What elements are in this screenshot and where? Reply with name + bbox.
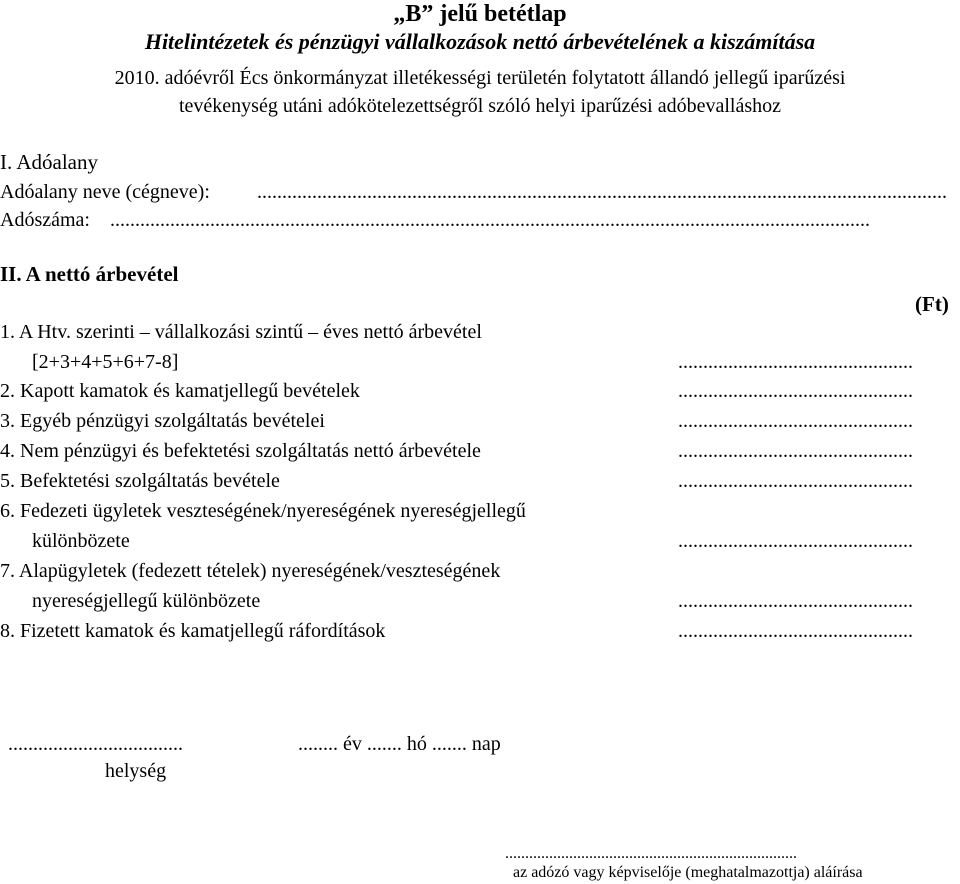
form-description-line1: 2010. adóévről Écs önkormányzat illetékességi területén folytatott állandó jellegű iparűzési — [114, 67, 846, 89]
form-title: „B” jelű betétlap — [393, 1, 567, 27]
row-7-value[interactable]: ............................................... — [678, 590, 913, 612]
row-7-label-cont: nyereségjellegű különbözete — [32, 590, 261, 612]
row-2-label: 2. Kapott kamatok és kamatjellegű bevételek — [0, 380, 360, 402]
row-3-value[interactable]: ............................................... — [678, 410, 913, 432]
section1-heading: I. Adóalany — [0, 150, 98, 174]
row-6-label-cont: különbözete — [32, 530, 130, 552]
row-8-label: 8. Fizetett kamatok és kamatjellegű ráfordítások — [0, 620, 386, 642]
row-7-label: 7. Alapügyletek (fedezett tételek) nyereségének/veszteségének — [0, 560, 501, 582]
row-1-value[interactable]: ............................................... — [678, 351, 913, 373]
row-5-label: 5. Befektetési szolgáltatás bevétele — [0, 470, 280, 492]
taxpayer-name-field[interactable]: .......................................................................................................................................... — [257, 181, 947, 203]
place-field[interactable]: ................................... — [8, 733, 183, 755]
form-subtitle: Hitelintézetek és pénzügyi vállalkozások nettó árbevételének a kiszámítása — [144, 29, 816, 54]
date-field[interactable]: ........ év ....... hó ....... nap — [298, 733, 501, 755]
row-4-value[interactable]: ............................................... — [678, 440, 913, 462]
row-4-label: 4. Nem pénzügyi és befektetési szolgáltatás nettó árbevétele — [0, 440, 481, 462]
row-6-value[interactable]: ............................................... — [678, 530, 913, 552]
tax-number-label: Adószáma: — [0, 209, 90, 231]
unit-label: (Ft) — [915, 292, 949, 316]
row-8-value[interactable]: ............................................... — [678, 620, 913, 642]
tax-number-field[interactable]: ........................................................................................................................................................ — [110, 209, 870, 231]
row-5-value[interactable]: ............................................... — [678, 470, 913, 492]
row-6-label: 6. Fedezeti ügyletek veszteségének/nyereségének nyereségjellegű — [0, 500, 526, 522]
signature-label: az adózó vagy képviselője (meghatalmazottja) aláírása — [513, 864, 863, 881]
signature-field[interactable]: ......................................................................... — [505, 845, 797, 862]
taxpayer-name-label: Adóalany neve (cégneve): — [0, 181, 210, 203]
row-1-formula: [2+3+4+5+6+7-8] — [32, 351, 179, 373]
section2-heading: II. A nettó árbevétel — [0, 262, 179, 286]
place-label: helység — [105, 760, 167, 782]
row-3-label: 3. Egyéb pénzügyi szolgáltatás bevételei — [0, 410, 325, 432]
form-description-line2: tevékenység utáni adókötelezettségről szóló helyi iparűzési adóbevalláshoz — [178, 95, 781, 117]
row-1-label: 1. A Htv. szerinti – vállalkozási szintű – éves nettó árbevétel — [0, 321, 482, 343]
row-2-value[interactable]: ............................................... — [678, 380, 913, 402]
